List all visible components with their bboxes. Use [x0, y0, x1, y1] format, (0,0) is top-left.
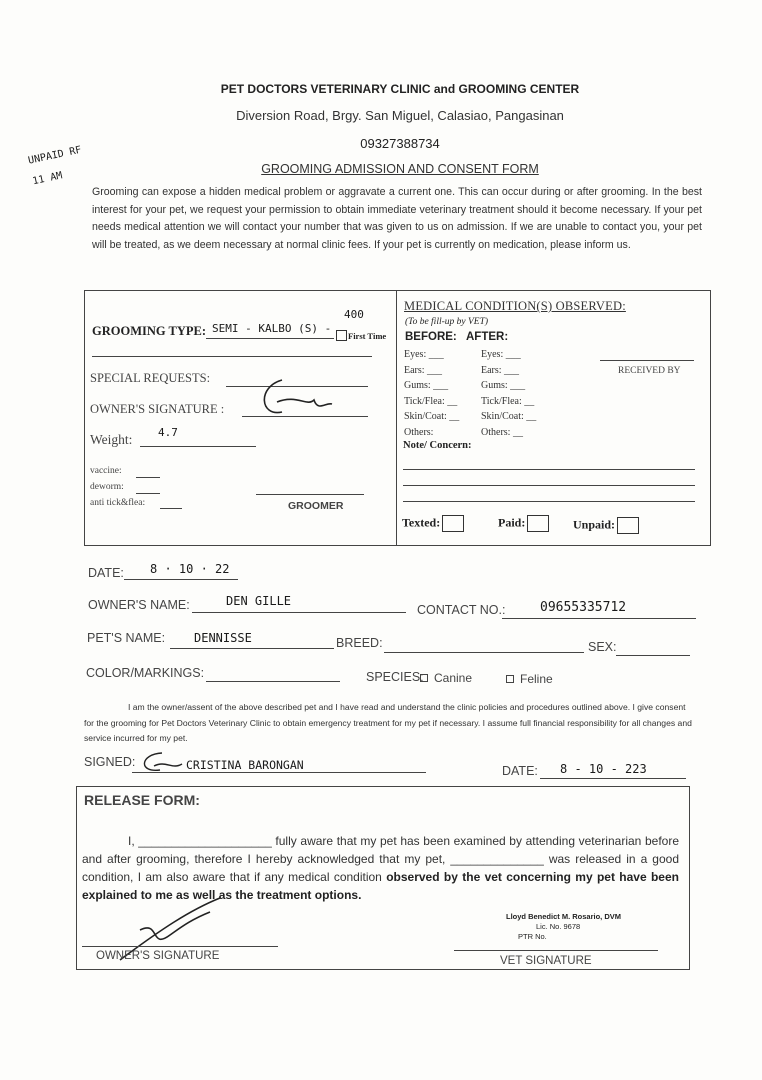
consent-paragraph: I am the owner/assent of the above described pet and I have read and understand the clinic policies and procedures outlined above. I give consent for the grooming for Pet Doctors Veterinary Clinic to obtain emergency treatment for my pet if necessary. I assume full financial responsibility for all changes and service incurred for my pet.: [84, 702, 692, 743]
owner-signature-scribble: [252, 372, 342, 422]
vet-stamp: [506, 912, 621, 942]
deworm-label: deworm:: [90, 482, 124, 492]
tick-flea-line: [160, 508, 182, 509]
texted-field[interactable]: [402, 515, 464, 532]
groomer-line: [256, 494, 364, 495]
texted-label: Texted:: [402, 515, 441, 530]
unpaid-label: Unpaid:: [573, 517, 616, 532]
release-text-a: I, ____________________ fully aware that my pet has been examined by attending veterinarian before and after grooming, therefore I hereby acknowledged that my pet, ______________ was released in a good condition, I am also aware that if any medical condition: [82, 834, 679, 884]
grooming-type-value[interactable]: SEMI - KALBO (S) -: [212, 322, 332, 335]
color-markings-label: COLOR/MARKINGS:: [86, 666, 205, 680]
unpaid-checkbox[interactable]: [617, 517, 639, 534]
color-markings-line: [206, 681, 340, 682]
after-item: Others: __: [481, 426, 523, 438]
vaccine-line: [136, 477, 160, 478]
after-item: Gums: ___: [481, 380, 526, 392]
after-item: Eyes: ___: [481, 349, 521, 360]
received-by-label: RECEIVED BY: [618, 366, 681, 376]
feline-checkbox[interactable]: [506, 675, 514, 683]
sex-line: [616, 655, 690, 656]
received-by-line: [600, 360, 694, 361]
before-item: Skin/Coat: __: [404, 411, 460, 423]
note-line-2: [403, 485, 695, 486]
after-label: AFTER:: [466, 331, 509, 343]
contact-value[interactable]: 09655335712: [540, 600, 627, 615]
before-label: BEFORE:: [405, 331, 457, 343]
signed-label: SIGNED:: [84, 755, 136, 769]
special-requests-label: SPECIAL REQUESTS:: [90, 371, 211, 385]
first-time-label: First Time: [348, 331, 387, 341]
paid-checkbox[interactable]: [527, 515, 549, 532]
medical-subtitle: (To be fill-up by VET): [405, 317, 489, 327]
note-line-3: [403, 501, 695, 502]
owner-name-line: [192, 612, 406, 613]
feline-label: Feline: [520, 672, 553, 686]
canine-label: Canine: [434, 671, 473, 685]
paid-field[interactable]: [498, 515, 549, 532]
clinic-phone: 09327388734: [360, 136, 440, 151]
margin-note: [27, 145, 87, 188]
after-items-list: [481, 347, 536, 441]
sex-label: SEX:: [588, 640, 617, 654]
unpaid-field[interactable]: [573, 517, 639, 534]
after-item: Skin/Coat: __: [481, 411, 537, 423]
release-text-b: observed by the vet concerning my pet have been explained to me as well as the treatment options.: [82, 870, 679, 902]
tick-flea-label: anti tick&flea:: [90, 498, 146, 508]
signed-value[interactable]: CRISTINA BARONGAN: [186, 758, 304, 772]
note-line-1: [403, 469, 695, 470]
date-value[interactable]: 8 · 10 · 22: [150, 562, 230, 576]
paid-label: Paid:: [498, 515, 526, 530]
pet-name-label: PET'S NAME:: [87, 631, 166, 645]
weight-value[interactable]: 4.7: [158, 426, 178, 439]
consent-signature-scribble: [132, 748, 192, 778]
vet-stamp-name: Lloyd Benedict M. Rosario, DVM: [506, 912, 622, 921]
signed-line: [132, 772, 426, 773]
before-item: Eyes: ___: [404, 349, 444, 360]
canine-checkbox[interactable]: [420, 674, 428, 682]
pet-name-value[interactable]: DENNISSE: [194, 631, 252, 645]
date-line: [124, 579, 238, 580]
after-item: Ears: ___: [481, 364, 520, 376]
species-label: SPECIES:: [366, 670, 424, 684]
first-time-checkbox[interactable]: [336, 330, 347, 341]
vet-signature-label: VET SIGNATURE: [500, 955, 592, 967]
before-item: Tick/Flea: __: [404, 395, 458, 407]
before-item: Ears: ___: [404, 364, 443, 376]
weight-line: [140, 446, 256, 447]
grooming-second-line: [92, 356, 372, 357]
release-form-title: RELEASE FORM:: [84, 792, 200, 808]
margin-note-line2: 11 AM: [31, 170, 64, 188]
owner-name-value[interactable]: DEN GILLE: [226, 594, 292, 608]
breed-label: BREED:: [336, 636, 383, 650]
medical-title: MEDICAL CONDITION(S) OBSERVED:: [404, 299, 626, 313]
consent-date-line: [540, 778, 686, 779]
texted-checkbox[interactable]: [442, 515, 464, 532]
box-divider: [396, 291, 397, 545]
vet-stamp-ptr: PTR No.: [518, 932, 547, 941]
release-owner-signature-line: [82, 946, 278, 947]
grooming-type-label: GROOMING TYPE:: [92, 324, 207, 338]
breed-line: [384, 652, 584, 653]
after-item: Tick/Flea: __: [481, 395, 535, 407]
groomer-label: GROOMER: [288, 500, 344, 512]
canine-option[interactable]: [420, 671, 472, 685]
contact-label: CONTACT NO.:: [417, 603, 506, 617]
consent-date-label: DATE:: [502, 764, 538, 778]
release-owner-signature-label: OWNER'S SIGNATURE: [96, 950, 220, 962]
vet-signature-line: [454, 950, 658, 951]
grooming-price-value[interactable]: 400: [344, 308, 364, 321]
deworm-line: [136, 493, 160, 494]
grooming-type-line: [206, 338, 334, 339]
vaccine-label: vaccine:: [90, 466, 122, 476]
form-title: GROOMING ADMISSION AND CONSENT FORM: [261, 162, 539, 176]
weight-label: Weight:: [90, 432, 133, 447]
before-items-list: [404, 347, 459, 441]
consent-date-value[interactable]: 8 - 10 - 223: [560, 762, 647, 776]
owner-signature-label: OWNER'S SIGNATURE :: [90, 402, 225, 416]
clinic-name: PET DOCTORS VETERINARY CLINIC and GROOMING CENTER: [220, 82, 580, 96]
margin-note-line1: UNPAID RF: [27, 144, 83, 167]
before-item: Others:: [404, 426, 434, 438]
note-concern-label: Note/ Concern:: [403, 440, 472, 451]
date-label: DATE:: [88, 566, 124, 580]
owner-name-label: OWNER'S NAME:: [88, 598, 190, 612]
clinic-address: Diversion Road, Brgy. San Miguel, Calasiao, Pangasinan: [236, 108, 564, 123]
before-item: Gums: ___: [404, 380, 449, 392]
intro-paragraph: Grooming can expose a hidden medical problem or aggravate a current one. This can occur during or after grooming. In the best interest for your pet, we request your permission to obtain immediate veterinary treatment should it become necessary. If your pet needs medical attention we will contact your number that was given to us on admission. If we are unable to contact you, your pet will be treated, as we deem necessary at normal clinic fees. If your pet is currently on medication, please inform us.: [92, 186, 702, 251]
pet-name-line: [170, 648, 334, 649]
contact-line: [502, 618, 696, 619]
feline-option[interactable]: [506, 672, 553, 686]
vet-stamp-lic: Lic. No. 9678: [536, 922, 581, 931]
